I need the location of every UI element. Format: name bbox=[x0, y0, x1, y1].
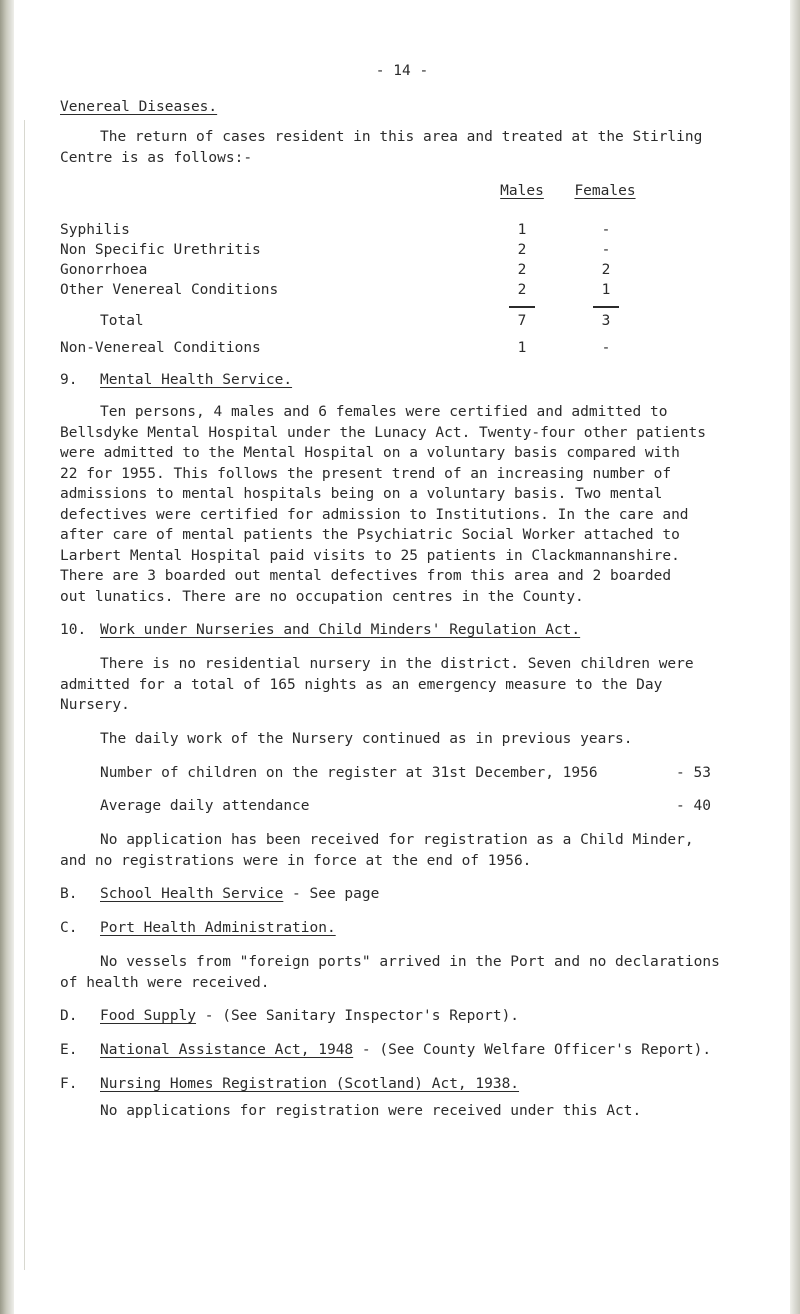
venereal-intro-line-2: Centre is as follows:- bbox=[60, 150, 253, 166]
paragraph-line: were admitted to the Mental Hospital on a voluntary basis compared with bbox=[60, 445, 680, 461]
section-e-line bbox=[100, 1043, 711, 1058]
row-males: 2 bbox=[517, 242, 527, 258]
register-label: Number of children on the register at 31st December, 1956 bbox=[100, 765, 598, 781]
section-b-rest: - See page bbox=[283, 886, 380, 902]
section-b-line bbox=[100, 887, 379, 902]
col-header-males: Males bbox=[500, 183, 544, 199]
row-label: Other Venereal Conditions bbox=[60, 282, 279, 298]
paragraph-line: admissions to mental hospitals being on a voluntary basis. Two mental bbox=[60, 486, 663, 502]
row-males: 1 bbox=[517, 222, 527, 238]
total-rule-males bbox=[509, 306, 535, 308]
row-males: 1 bbox=[517, 340, 527, 356]
section-9-number: 9. bbox=[60, 372, 78, 388]
section-b-heading: School Health Service bbox=[100, 886, 284, 902]
section-d-line bbox=[100, 1009, 519, 1024]
page-edge-right bbox=[790, 0, 800, 1314]
section-d-letter: D. bbox=[60, 1008, 78, 1024]
section-f-letter: F. bbox=[60, 1076, 78, 1092]
paragraph-line: after care of mental patients the Psychiatric Social Worker attached to bbox=[60, 527, 680, 543]
paragraph-line: out lunatics. There are no occupation centres in the County. bbox=[60, 589, 584, 605]
paragraph-line: There are 3 boarded out mental defectives from this area and 2 boarded bbox=[60, 568, 672, 584]
total-females: 3 bbox=[601, 313, 611, 329]
paragraph-line: There is no residential nursery in the district. Seven children were bbox=[100, 656, 694, 672]
row-females: 2 bbox=[601, 262, 611, 278]
section-f-heading: Nursing Homes Registration (Scotland) Act, 1938. bbox=[100, 1076, 520, 1092]
paragraph-line: Nursery. bbox=[60, 697, 130, 713]
total-label: Total bbox=[100, 313, 144, 329]
row-females: - bbox=[601, 340, 611, 356]
section-e-heading: National Assistance Act, 1948 bbox=[100, 1042, 354, 1058]
venereal-heading: Venereal Diseases. bbox=[60, 99, 218, 115]
paragraph-line: No applications for registration were received under this Act. bbox=[100, 1103, 642, 1119]
paragraph-line: Larbert Mental Hospital paid visits to 25 patients in Clackmannanshire. bbox=[60, 548, 680, 564]
attendance-label: Average daily attendance bbox=[100, 798, 310, 814]
paragraph-line: admitted for a total of 165 nights as an emergency measure to the Day bbox=[60, 677, 663, 693]
section-c-letter: C. bbox=[60, 920, 78, 936]
total-rule-females bbox=[593, 306, 619, 308]
row-label: Gonorrhoea bbox=[60, 262, 148, 278]
paragraph-line: The daily work of the Nursery continued as in previous years. bbox=[100, 731, 633, 747]
paragraph-line: Ten persons, 4 males and 6 females were certified and admitted to bbox=[100, 404, 668, 420]
total-males: 7 bbox=[517, 313, 527, 329]
section-b-letter: B. bbox=[60, 886, 78, 902]
register-value: - 53 bbox=[676, 765, 711, 781]
row-females: - bbox=[601, 242, 611, 258]
page-fold-line bbox=[24, 120, 25, 1270]
row-label: Non Specific Urethritis bbox=[60, 242, 261, 258]
section-d-rest: - (See Sanitary Inspector's Report). bbox=[196, 1008, 520, 1024]
section-10-number: 10. bbox=[60, 622, 87, 638]
paragraph-line: No vessels from "foreign ports" arrived in the Port and no declarations bbox=[100, 954, 720, 970]
row-label: Syphilis bbox=[60, 222, 130, 238]
paragraph-line: and no registrations were in force at the end of 1956. bbox=[60, 853, 532, 869]
paragraph-line: 22 for 1955. This follows the present trend of an increasing number of bbox=[60, 466, 672, 482]
col-header-females: Females bbox=[574, 183, 636, 199]
row-males: 2 bbox=[517, 262, 527, 278]
section-e-rest: - (See County Welfare Officer's Report). bbox=[353, 1042, 712, 1058]
page-number: - 14 - bbox=[375, 63, 429, 79]
section-e-letter: E. bbox=[60, 1042, 78, 1058]
paragraph-line: No application has been received for registration as a Child Minder, bbox=[100, 832, 694, 848]
section-10-heading: Work under Nurseries and Child Minders' Regulation Act. bbox=[100, 622, 581, 638]
venereal-intro-line-1: The return of cases resident in this area and treated at the Stirling bbox=[100, 129, 703, 145]
row-females: - bbox=[601, 222, 611, 238]
section-d-heading: Food Supply bbox=[100, 1008, 197, 1024]
row-males: 2 bbox=[517, 282, 527, 298]
row-label: Non-Venereal Conditions bbox=[60, 340, 261, 356]
attendance-value: - 40 bbox=[676, 798, 711, 814]
section-9-heading: Mental Health Service. bbox=[100, 372, 293, 388]
paragraph-line: of health were received. bbox=[60, 975, 270, 991]
paragraph-line: Bellsdyke Mental Hospital under the Lunacy Act. Twenty-four other patients bbox=[60, 425, 707, 441]
section-c-heading: Port Health Administration. bbox=[100, 920, 336, 936]
paragraph-line: defectives were certified for admission to Institutions. In the care and bbox=[60, 507, 689, 523]
row-females: 1 bbox=[601, 282, 611, 298]
page-edge-left bbox=[0, 0, 14, 1314]
